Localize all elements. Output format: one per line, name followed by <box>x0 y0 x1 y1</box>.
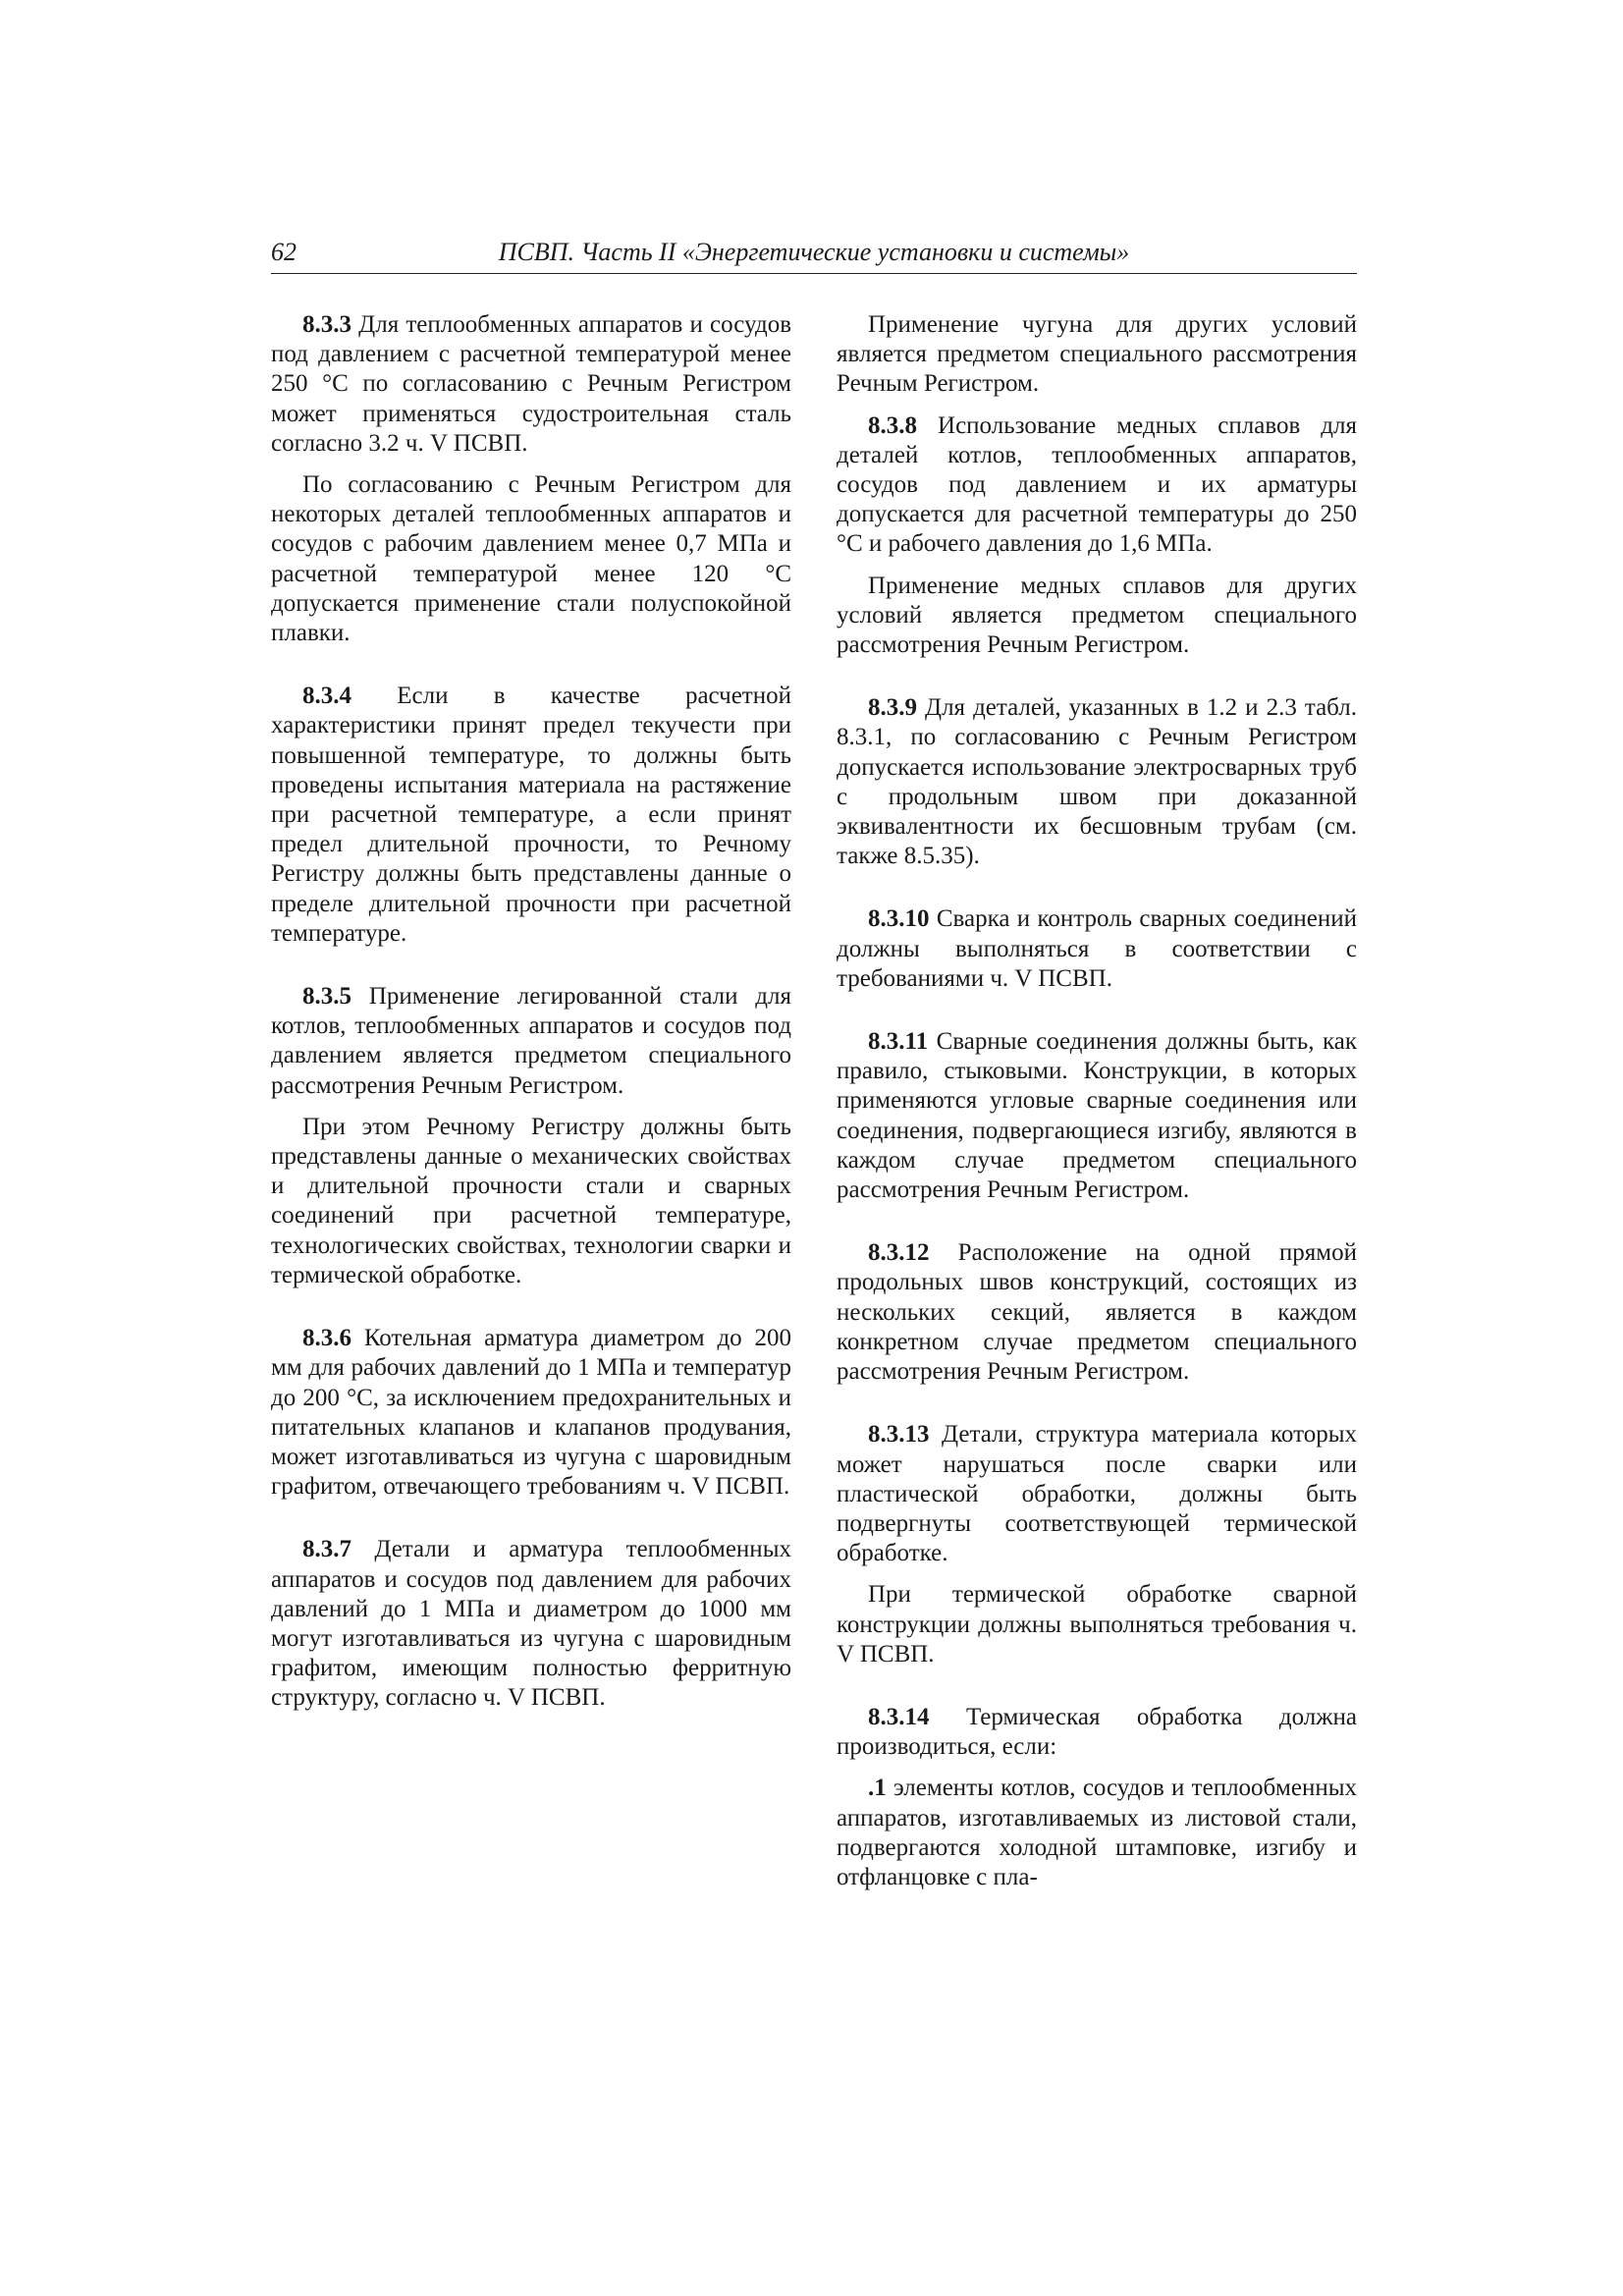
paragraph-text: Для теплообменных аппаратов и сосудов под давлением с расчетной температурой менее 250 °С по согласованию с Речным Регистром может применяться судостроительная сталь согласно 3.2 ч. V ПСВП. <box>271 311 791 457</box>
clause-number: 8.3.6 <box>302 1325 352 1352</box>
clause-number: 8.3.13 <box>868 1421 930 1449</box>
running-header <box>271 238 1357 274</box>
paragraph-8-3-8 <box>837 411 1357 560</box>
clause-number: 8.3.4 <box>302 683 352 710</box>
paragraph-text: Сварные соединения должны быть, как правило, стыковыми. Конструкции, в которых применяются угловые сварные соединения или соединения, подвергающиеся изгибу, являются в каждом случае предметом специального рассмотрения Речным Регистром. <box>837 1028 1357 1204</box>
clause-number: 8.3.8 <box>868 411 917 439</box>
paragraph-8-3-7-continued <box>837 310 1357 400</box>
paragraph-8-3-5 <box>271 982 791 1101</box>
clause-number: 8.3.14 <box>868 1703 930 1730</box>
clause-number: 8.3.9 <box>868 694 917 722</box>
paragraph-8-3-11 <box>837 1027 1357 1205</box>
paragraph-text: Расположение на одной прямой продольных швов конструкций, состоящих из нескольких секций, является в каждом конкретном случае предметом специального рассмотрения Речным Регистром. <box>837 1239 1357 1386</box>
right-column <box>837 310 1357 1892</box>
clause-number: 8.3.11 <box>868 1028 929 1056</box>
list-item-1 <box>837 1774 1357 1892</box>
list-item-number: .1 <box>868 1775 887 1802</box>
running-title: ПСВП. Часть II «Энергетические установки и системы» <box>498 238 1130 266</box>
paragraph-8-3-10 <box>837 904 1357 994</box>
paragraph-8-3-7 <box>271 1535 791 1713</box>
paragraph-text: Детали, структура материала которых может нарушаться после сварки или пластической обработки, должны быть подвергнуты соответствующей термической обработке. <box>837 1421 1357 1567</box>
paragraph-text: элементы котлов, сосудов и теплообменных аппаратов, изготавливаемых из листовой стали, подвергаются холодной штамповке, изгибу и отфланцовке с пла- <box>837 1775 1357 1890</box>
clause-number: 8.3.7 <box>302 1536 352 1563</box>
paragraph-8-3-6 <box>271 1324 791 1502</box>
clause-number: 8.3.10 <box>868 905 930 933</box>
clause-number: 8.3.5 <box>302 983 352 1011</box>
paragraph-text: При термической обработке сварной конструкции должны выполняться требования ч. V ПСВП. <box>837 1581 1357 1667</box>
paragraph-8-3-3 <box>271 310 791 459</box>
paragraph-text: Детали и арматура теплообменных аппаратов и сосудов под давлением для рабочих давлений до 1 МПа и диаметром до 1000 мм могут изготавливаться из чугуна с шаровидным графитом, имеющим полностью ферритную структуру, согласно ч. V ПСВП. <box>271 1536 791 1712</box>
paragraph-8-3-13-continued <box>837 1580 1357 1669</box>
clause-number: 8.3.12 <box>868 1239 930 1267</box>
paragraph-text: Применение чугуна для других условий является предметом специального рассмотрения Речным Регистром. <box>837 311 1357 398</box>
paragraph-text: Для деталей, указанных в 1.2 и 2.3 табл. 8.3.1, по согласованию с Речным Регистром допускается использование электросварных труб с продольным швом при доказанной эквивалентности их бесшовным трубам (см. также 8.5.35). <box>837 694 1357 870</box>
paragraph-8-3-3-continued <box>271 470 791 648</box>
paragraph-8-3-13 <box>837 1420 1357 1568</box>
paragraph-8-3-14 <box>837 1703 1357 1762</box>
paragraph-text: Если в качестве расчетной характеристики принят предел текучести при повышенной температуре, то должны быть проведены испытания материала на растяжение при расчетной температуре, а если принят предел длительной прочности, то Речному Регистру должны быть представлены данные о пределе длительной прочности при расчетной температуре. <box>271 683 791 947</box>
left-column <box>271 310 791 1714</box>
paragraph-text: Термическая обработка должна производиться, если: <box>837 1703 1357 1761</box>
paragraph-8-3-12 <box>837 1238 1357 1387</box>
paragraph-text: При этом Речному Регистру должны быть представлены данные о механических свойствах и длительной прочности стали и сварных соединений при расчетной температуре, технологических свойствах, технологии сварки и термической обработке. <box>271 1113 791 1288</box>
clause-number: 8.3.3 <box>302 311 352 338</box>
paragraph-text: Применение легированной стали для котлов, теплообменных аппаратов и сосудов под давлением является предметом специального рассмотрения Речным Регистром. <box>271 983 791 1099</box>
paragraph-text: По согласованию с Речным Регистром для некоторых деталей теплообменных аппаратов и сосудов с рабочим давлением менее 0,7 МПа и расчетной температурой менее 120 °С допускается применение стали полуспокойной плавки. <box>271 471 791 647</box>
paragraph-8-3-9 <box>837 693 1357 871</box>
paragraph-8-3-4 <box>271 682 791 949</box>
paragraph-text: Котельная арматура диаметром до 200 мм для рабочих давлений до 1 МПа и температур до 200 °С, за исключением предохранительных и питательных клапанов и клапанов продувания, может изготавливаться из чугуна с шаровидным графитом, отвечающего требованиям ч. V ПСВП. <box>271 1325 791 1501</box>
paragraph-8-3-5-continued <box>271 1113 791 1290</box>
paragraph-text: Применение медных сплавов для других условий является предметом специального рассмотрения Речным Регистром. <box>837 572 1357 659</box>
paragraph-text: Сварка и контроль сварных соединений должны выполняться в соответствии с требованиями ч. V ПСВП. <box>837 905 1357 992</box>
page-number: 62 <box>271 238 297 266</box>
paragraph-text: Использование медных сплавов для деталей котлов, теплообменных аппаратов, сосудов под давлением и их арматуры допускается для расчетной температуры до 250 °С и рабочего давления до 1,6 МПа. <box>837 411 1357 558</box>
paragraph-8-3-8-continued <box>837 572 1357 661</box>
